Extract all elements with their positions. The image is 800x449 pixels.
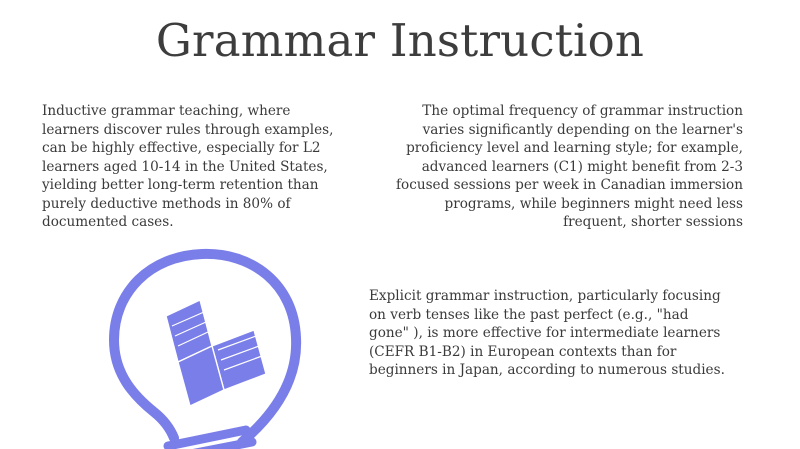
paragraph-explicit-instruction: Explicit grammar instruction, particularly focusing on verb tenses like the past perfect (e.g., "had gone" ), is more effective for intermediate learners (CEFR B1-B2) in European contexts than for beginners in Japan, according to numerous studies.: [369, 288, 725, 378]
slide-title: Grammar Instruction: [155, 14, 645, 67]
paragraph-instruction-frequency: The optimal frequency of grammar instruction varies significantly depending on the learner's proficiency level and learning style; for example, advanced learners (C1) might benefit from 2-3 focused sessions per week in Canadian immersion programs, while beginners might need less frequent, shorter sessions: [396, 103, 743, 230]
lightbulb-book-icon: [92, 246, 322, 449]
paragraph-inductive-teaching: Inductive grammar teaching, where learners discover rules through examples, can be highly effective, especially for L2 learners aged 10-14 in the United States, yielding better long-term retention than purely deductive methods in 80% of documented cases.: [42, 103, 334, 230]
